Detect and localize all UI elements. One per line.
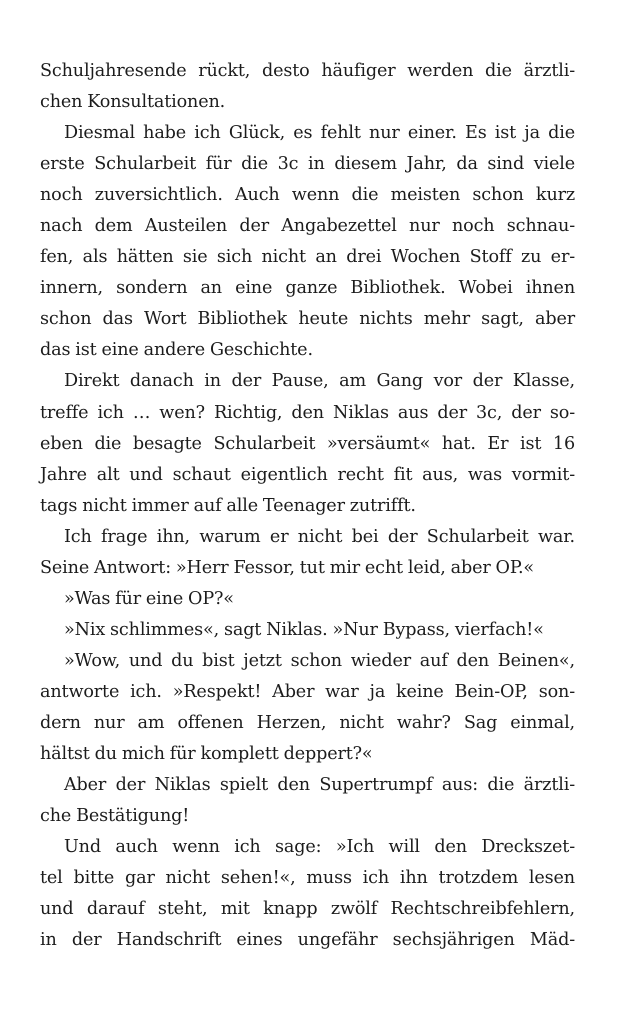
text-line: Seine Antwort: »Herr Fessor, tut mir echt leid, aber OP.«	[40, 557, 535, 578]
text-line: hältst du mich für komplett deppert?«	[40, 744, 373, 765]
text-line: noch zuversichtlich. Auch wenn die meisten schon kurz	[40, 185, 575, 206]
text-line: Und auch wenn ich sage: »Ich will den Dreckszet-	[64, 837, 575, 858]
text-line: »Was für eine OP?«	[64, 588, 234, 609]
text-line: antworte ich. »Respekt! Aber war ja keine Bein-OP, son-	[40, 681, 575, 702]
text-line: »Wow, und du bist jetzt schon wieder auf den Beinen«,	[64, 650, 575, 671]
text-line: Diesmal habe ich Glück, es fehlt nur einer. Es ist ja die	[64, 123, 575, 144]
text-line: Ich frage ihn, warum er nicht bei der Schularbeit war.	[64, 526, 575, 547]
text-line: fen, als hätten sie sich nicht an drei Wochen Stoff zu er-	[40, 247, 575, 268]
text-line: in der Handschrift eines ungefähr sechsjährigen Mäd-	[40, 930, 575, 951]
text-line: eben die besagte Schularbeit »versäumt« hat. Er ist 16	[40, 433, 575, 454]
text-line: nach dem Austeilen der Angabezettel nur noch schnau-	[40, 216, 575, 237]
text-line: erste Schularbeit für die 3c in diesem Jahr, da sind viele	[40, 154, 575, 175]
text-line: treffe ich … wen? Richtig, den Niklas aus der 3c, der so-	[40, 402, 575, 423]
text-line: das ist eine andere Geschichte.	[40, 340, 313, 361]
text-line: und darauf steht, mit knapp zwölf Rechtschreibfehlern,	[40, 899, 575, 920]
text-line: Direkt danach in der Pause, am Gang vor der Klasse,	[64, 371, 575, 392]
text-line: innern, sondern an eine ganze Bibliothek. Wobei ihnen	[40, 278, 575, 299]
text-line: tags nicht immer auf alle Teenager zutrifft.	[40, 495, 416, 516]
text-line: Jahre alt und schaut eigentlich recht fit aus, was vormit-	[40, 464, 575, 485]
text-line: Schuljahresende rückt, desto häufiger werden die ärztli-	[40, 61, 575, 81]
text-line: »Nix schlimmes«, sagt Niklas. »Nur Bypass, vierfach!«	[64, 619, 544, 640]
text-line: tel bitte gar nicht sehen!«, muss ich ihn trotzdem lesen	[40, 868, 575, 889]
text-line: chen Konsultationen.	[40, 92, 226, 113]
text-line: dern nur am offenen Herzen, nicht wahr? Sag einmal,	[40, 712, 575, 733]
text-line: che Bestätigung!	[40, 806, 190, 827]
book-page-text	[40, 56, 575, 956]
text-line: schon das Wort Bibliothek heute nichts mehr sagt, aber	[40, 309, 575, 330]
text-line: Aber der Niklas spielt den Supertrumpf aus: die ärztli-	[64, 775, 575, 796]
